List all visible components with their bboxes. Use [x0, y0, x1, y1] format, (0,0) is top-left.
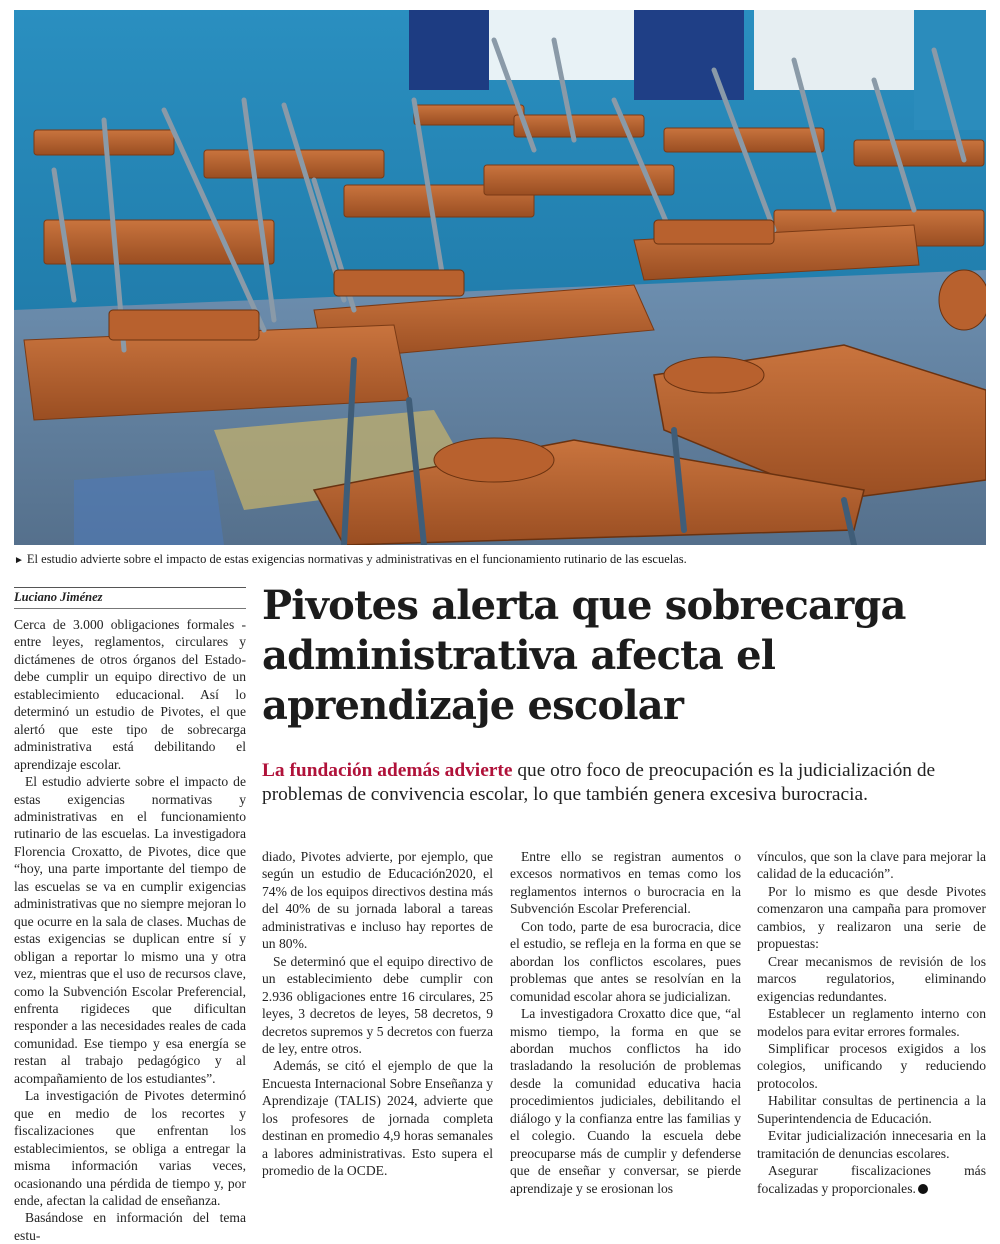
proposal-item: Habilitar consultas de pertinencia a la Superintendencia de Educación. — [757, 1093, 986, 1126]
paragraph: Se determinó que el equipo directivo de un establecimiento debe cumplir con 2.936 obligaciones entre 16 circulares, 25 leyes, 3 decretos de leyes, 58 decretos, 9 decretos supremos y 5 decretos con fuerza de ley, entre otros. — [262, 953, 493, 1056]
photo-caption — [14, 551, 986, 569]
paragraph: Además, se citó el ejemplo de que la Encuesta Internacional Sobre Enseñanza y Aprendizaje (TALIS) 2024, advierte que los profesores de jornada completa destinan en promedio 4,9 horas semanales a labores administrativas. Esto supera el promedio de la OCDE. — [262, 1058, 493, 1179]
deck — [262, 759, 986, 807]
article-column-1 — [14, 616, 246, 1244]
paragraph: Con todo, parte de esa burocracia, dice el estudio, se refleja en la forma en que se abordan los conflictos escolares, pues problemas que antes se resolvían en la comunidad escolar ahora se judicializan. — [510, 918, 741, 1004]
paragraph: Cerca de 3.000 obligaciones formales -entre leyes, reglamentos, circulares y dictámenes de otros órganos del Estado- debe cumplir un equipo directivo de un establecimiento educacional. Así lo determinó un estudio de Pivotes, el que alertó que este tipo de sobrecarga administrativa está debilitando el aprendizaje escolar. — [14, 617, 246, 772]
paragraph: Por lo mismo es que desde Pivotes comenzaron una campaña para promover cambios, y realizaron una serie de propuestas: — [757, 883, 986, 952]
paragraph: La investigadora Croxatto dice que, “al mismo tiempo, la forma en que se abordan muchos conflictos ha ido trasladando la resolución de problemas desde la comunidad educativa hacia procedimientos judiciales, debilitando el diálogo y la confianza entre las familias y el colegio. Cuando la escuela debe preocuparse más de cumplir y defenderse que de enseñar y conversar, se pierde aprendizaje y se erosionan los — [510, 1006, 741, 1196]
deck-rest: que otro foco de preocupación es la judicialización de problemas de convivencia escolar, lo que también genera excesiva burocracia. — [262, 760, 936, 805]
proposal-item: Crear mecanismos de revisión de los marcos regulatorios, eliminando exigencias redundantes. — [757, 953, 986, 1004]
proposal-item: Simplificar procesos exigidos a los colegios, unificando y reduciendo protocolos. — [757, 1040, 986, 1091]
article-column-2 — [262, 848, 493, 1180]
proposal-item-text: Asegurar fiscalizaciones más focalizadas y proporcionales. — [757, 1163, 986, 1196]
classroom-illustration — [14, 10, 986, 545]
proposal-item — [757, 1162, 986, 1197]
article-column-3 — [510, 848, 741, 1197]
deck-lead: La fundación además advierte — [262, 760, 513, 781]
paragraph: Basándose en información del tema estu- — [14, 1210, 246, 1243]
caption-marker: ► — [14, 555, 24, 566]
proposal-item: Establecer un reglamento interno con modelos para evitar errores formales. — [757, 1006, 986, 1039]
paragraph: Entre ello se registran aumentos o excesos normativos en temas como los reglamentos internos o burocracia en la Subvención Escolar Preferencial. — [510, 849, 741, 917]
paragraph: La investigación de Pivotes determinó que en medio de los recortes y fiscalizaciones que enfrentan los establecimientos, se obliga a entregar la misma información varias veces, ocasionando una pérdida de tiempo y, por ende, afectan la calidad de enseñanza. — [14, 1088, 246, 1208]
classroom-photo — [14, 10, 986, 545]
proposal-item: Evitar judicialización innecesaria en la tramitación de denuncias escolares. — [757, 1128, 986, 1161]
end-of-article-icon — [918, 1184, 928, 1194]
paragraph: vínculos, que son la clave para mejorar la calidad de la educación”. — [757, 849, 986, 882]
article-column-4 — [757, 848, 986, 1197]
paragraph: El estudio advierte sobre el impacto de estas exigencias normativas y administrativas en el funcionamiento rutinario de las escuelas. La investigadora Florencia Croxatto, de Pivotes, dice que “hoy, una parte importante del tiempo de las escuelas se va en cumplir exigencias administrativas que no siempre mejoran lo que ocurre en la sala de clases. Muchas de estas exigencias se duplican entre sí y obligan a reportar lo mismo una y otra vez, mientras que el uso de recursos clave, como la Subvención Escolar Preferencial, enfrenta rigideces que dificultan responder a las necesidades reales de cada comunidad. Ese tiempo y esa energía se restan al trabajo pedagógico y al acompañamiento de los estudiantes”. — [14, 774, 246, 1086]
caption-text: El estudio advierte sobre el impacto de estas exigencias normativas y administrativas en el funcionamiento rutinario de las escuelas. — [26, 552, 687, 566]
headline: Pivotes alerta que sobrecarga administrativa afecta el aprendizaje escolar — [262, 582, 906, 729]
paragraph: diado, Pivotes advierte, por ejemplo, que según un estudio de Educación2020, el 74% de los equipos directivos destina más del 40% de su jornada laboral a tareas administrativas e incluso hay reportes de un 80%. — [262, 849, 493, 952]
byline: Luciano Jiménez — [14, 587, 246, 609]
